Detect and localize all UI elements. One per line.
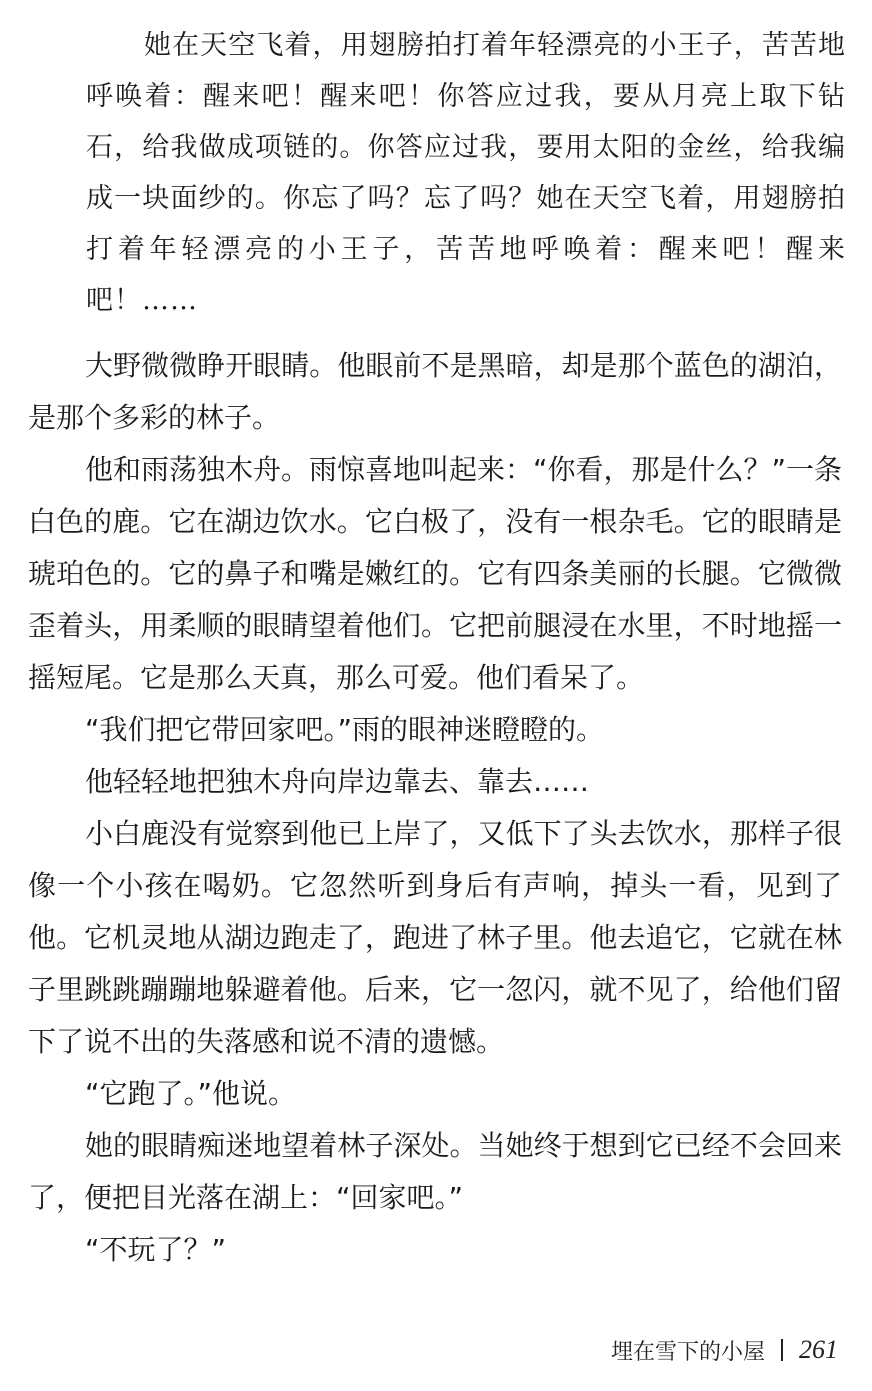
running-head: 埋在雪下的小屋 (610, 1339, 765, 1365)
page-footer (611, 1330, 838, 1370)
italic-quote-paragraph: 她在天空飞着，用翅膀拍打着年轻漂亮的小王子，苦苦地呼唤着：醒来吧！醒来吧！你答应过我，要从月亮上取下钻石，给我做成项链的。你答应过我，要用太阳的金丝，给我编成一块面纱的。你忘了吗？忘了吗？她在天空飞着，用翅膀拍打着年轻漂亮的小王子，苦苦地呼唤着：醒来吧！醒来吧！…… (86, 30, 846, 316)
paragraph: “我们把它带回家吧。”雨的眼神迷瞪瞪的。 (85, 713, 605, 746)
paragraph: 小白鹿没有觉察到他已上岸了，又低下了头去饮水，那样子很像一个小孩在喝奶。它忽然听到身后有声响，掉头一看，见到了他。它机灵地从湖边跑走了，跑进了林子里。他去追它，它就在林子里跳跳蹦蹦地躲避着他。后来，它一忽闪，就不见了，给他们留下了说不出的失落感和说不清的遗憾。 (28, 817, 842, 1058)
paragraph: 大野微微睁开眼睛。他眼前不是黑暗，却是那个蓝色的湖泊，是那个多彩的林子。 (28, 349, 842, 434)
paragraph: “它跑了。”他说。 (85, 1077, 297, 1110)
paragraph: 她的眼睛痴迷地望着林子深处。当她终于想到它已经不会回来了，便把目光落在湖上：“回家吧。” (28, 1129, 842, 1214)
paragraph: “不玩了？” (85, 1233, 227, 1266)
paragraph: 他轻轻地把独木舟向岸边靠去、靠去…… (85, 765, 590, 798)
body-text (28, 340, 842, 1276)
page-number: 261 (799, 1335, 838, 1364)
footer-divider (781, 1339, 783, 1361)
paragraph: 他和雨荡独木舟。雨惊喜地叫起来：“你看，那是什么？”一条白色的鹿。它在湖边饮水。它白极了，没有一根杂毛。它的眼睛是琥珀色的。它的鼻子和嘴是嫩红的。它有四条美丽的长腿。它微微歪着头，用柔顺的眼睛望着他们。它把前腿浸在水里，不时地摇一摇短尾。它是那么天真，那么可爱。他们看呆了。 (28, 453, 843, 694)
